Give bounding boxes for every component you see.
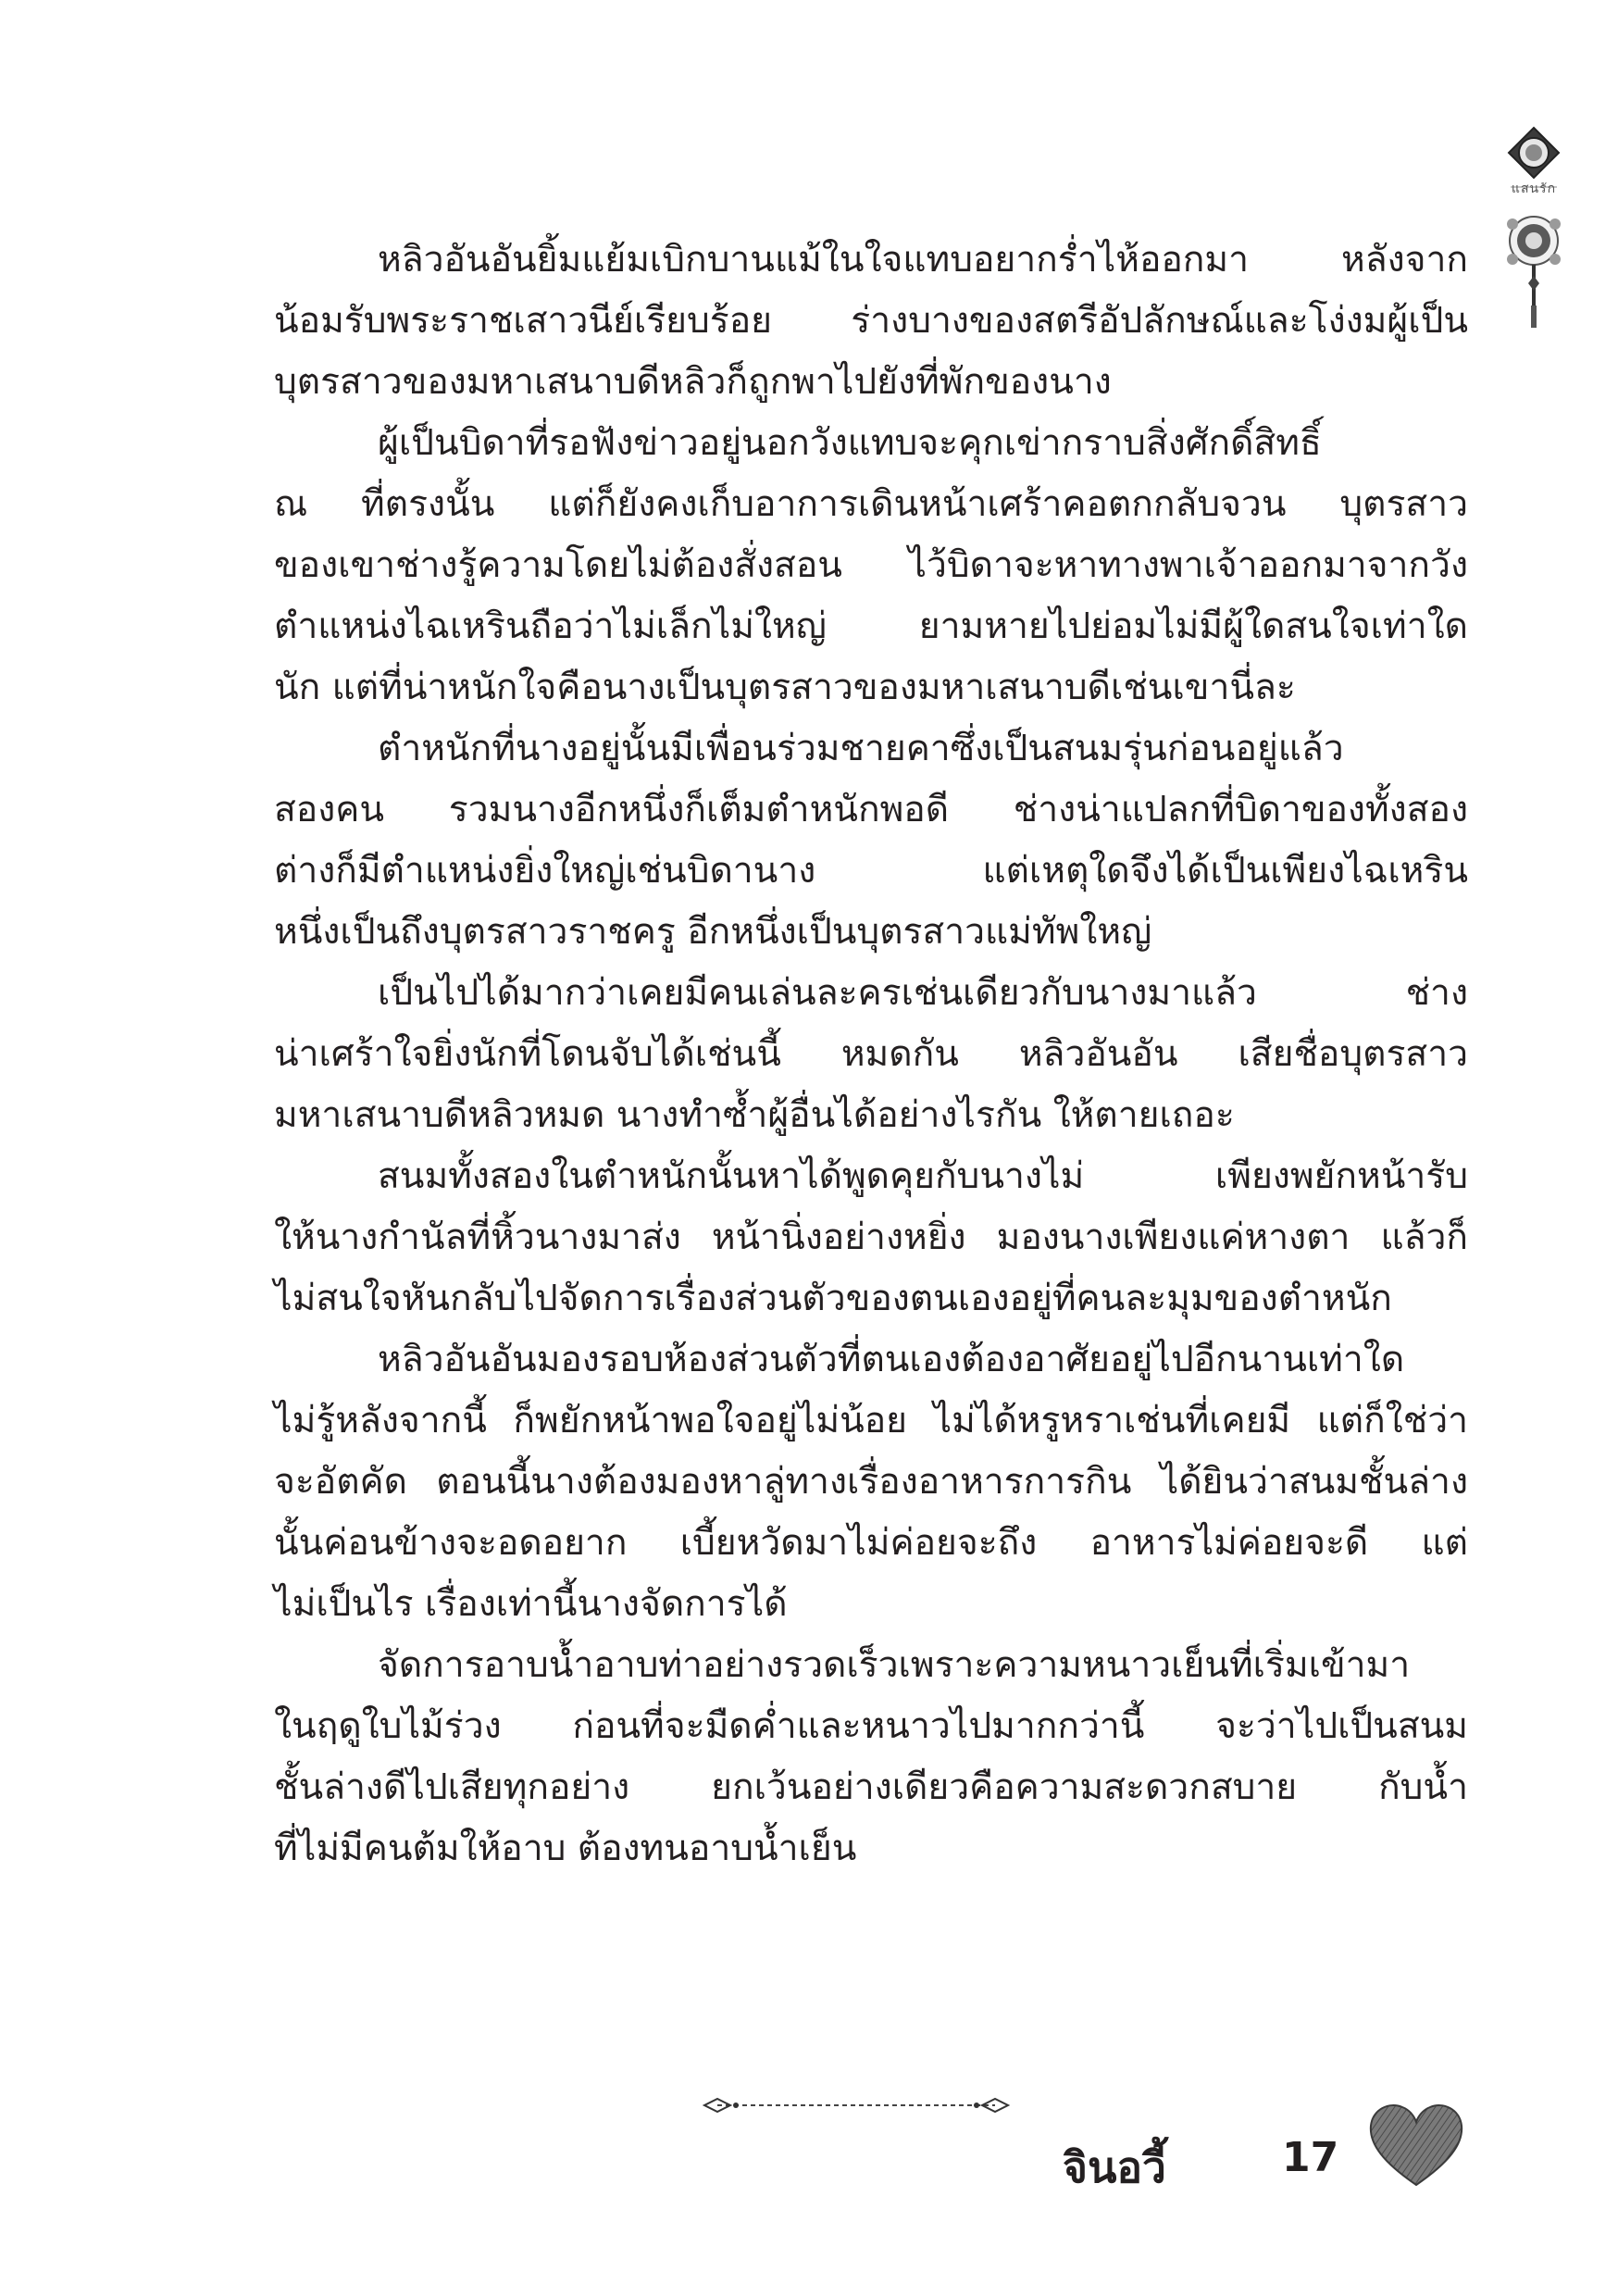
text-line: เป็นไปได้มากว่าเคยมีคนเล่นละครเช่นเดียวกับนางมาแล้ว ช่าง	[378, 972, 1468, 1014]
logo-label: แสนรัก	[1511, 181, 1557, 196]
text-line: นัก แต่ที่น่าหนักใจคือนางเป็นบุตรสาวของมหาเสนาบดีเช่นเขานี่ละ	[274, 667, 1296, 708]
text-line: จัดการอาบน้ำอาบท่าอย่างรวดเร็วเพราะความหนาวเย็นที่เริ่มเข้ามา	[378, 1644, 1411, 1686]
page-body	[274, 230, 1468, 1879]
text-line: บุตรสาวของมหาเสนาบดีหลิวก็ถูกพาไปยังที่พักของนาง	[274, 361, 1112, 403]
book-title: จินอวี้	[1063, 2142, 1166, 2192]
text-line: ไม่เป็นไร เรื่องเท่านี้นางจัดการได้	[274, 1583, 788, 1625]
text-line: ในฤดูใบไม้ร่วง ก่อนที่จะมืดค่ำและหนาวไปมากกว่านี้ จะว่าไปเป็นสนม	[274, 1705, 1468, 1747]
section-divider-icon	[699, 2094, 1014, 2116]
text-line: ของเขาช่างรู้ความโดยไม่ต้องสั่งสอน ไว้บิดาจะหาทางพาเจ้าออกมาจากวัง	[274, 544, 1468, 586]
text-line: มหาเสนาบดีหลิวหมด นางทำซ้ำผู้อื่นได้อย่างไรกัน ให้ตายเถอะ	[274, 1094, 1235, 1136]
text-line: ตำหนักที่นางอยู่นั้นมีเพื่อนร่วมชายคาซึ่งเป็นสนมรุ่นก่อนอยู่แล้ว	[378, 728, 1344, 769]
text-line: น่าเศร้าใจยิ่งนักที่โดนจับได้เช่นนี้ หมดกัน หลิวอันอัน เสียชื่อบุตรสาว	[274, 1033, 1468, 1075]
text-line: ให้นางกำนัลที่หิ้วนางมาส่ง หน้านิ่งอย่างหยิ่ง มองนางเพียงแค่หางตา แล้วก็	[274, 1217, 1468, 1258]
text-line: หลิวอันอันมองรอบห้องส่วนตัวที่ตนเองต้องอาศัยอยู่ไปอีกนานเท่าใด	[378, 1339, 1405, 1380]
paragraph	[274, 230, 1468, 413]
heart-icon	[1365, 2100, 1467, 2192]
text-line: ตำแหน่งไฉเหรินถือว่าไม่เล็กไม่ใหญ่ ยามหายไปย่อมไม่มีผู้ใดสนใจเท่าใด	[274, 605, 1468, 647]
text-line: ต่างก็มีตำแหน่งยิ่งใหญ่เช่นบิดานาง แต่เหตุใดจึงได้เป็นเพียงไฉเหริน	[274, 850, 1468, 892]
page-number: 17	[1282, 2134, 1339, 2181]
text-line: ณ ที่ตรงนั้น แต่ก็ยังคงเก็บอาการเดินหน้าเศร้าคอตกกลับจวน บุตรสาว	[274, 483, 1468, 525]
text-line: หลิวอันอันยิ้มแย้มเบิกบานแม้ในใจแทบอยากร่ำไห้ออกมา หลังจาก	[378, 239, 1468, 281]
text-line: ชั้นล่างดีไปเสียทุกอย่าง ยกเว้นอย่างเดียวคือความสะดวกสบาย กับน้ำ	[274, 1766, 1468, 1808]
text-line: ผู้เป็นบิดาที่รอฟังข่าวอยู่นอกวังแทบจะคุกเข่ากราบสิ่งศักดิ์สิทธิ์	[378, 422, 1322, 464]
text-line: สนมทั้งสองในตำหนักนั้นหาได้พูดคุยกับนางไม่ เพียงพยักหน้ารับ	[378, 1155, 1468, 1197]
paragraph	[274, 413, 1468, 718]
text-line: ที่ไม่มีคนต้มให้อาบ ต้องทนอาบน้ำเย็น	[274, 1828, 857, 1869]
text-line: สองคน รวมนางอีกหนึ่งก็เต็มตำหนักพอดี ช่างน่าแปลกที่บิดาของทั้งสอง	[274, 789, 1468, 830]
paragraph	[274, 718, 1468, 963]
paragraph	[274, 1635, 1468, 1879]
text-line: น้อมรับพระราชเสาวนีย์เรียบร้อย ร่างบางของสตรีอัปลักษณ์และโง่งมผู้เป็น	[274, 300, 1468, 342]
paragraph	[274, 963, 1468, 1146]
text-line: จะอัตคัด ตอนนี้นางต้องมองหาลู่ทางเรื่องอาหารการกิน ได้ยินว่าสนมชั้นล่าง	[274, 1461, 1468, 1503]
text-line: นั้นค่อนข้างจะอดอยาก เบี้ยหวัดมาไม่ค่อยจะถึง อาหารไม่ค่อยจะดี แต่	[274, 1522, 1468, 1564]
decorative-ornament-icon	[1501, 120, 1566, 361]
paragraph	[274, 1146, 1468, 1329]
text-line: ไม่รู้หลังจากนี้ ก็พยักหน้าพอใจอยู่ไม่น้อย ไม่ได้หรูหราเช่นที่เคยมี แต่ก็ใช่ว่า	[274, 1400, 1468, 1441]
text-line: ไม่สนใจหันกลับไปจัดการเรื่องส่วนตัวของตนเองอยู่ที่คนละมุมของตำหนัก	[274, 1278, 1392, 1319]
text-line: หนึ่งเป็นถึงบุตรสาวราชครู อีกหนึ่งเป็นบุตรสาวแม่ทัพใหญ่	[274, 911, 1152, 953]
paragraph	[274, 1329, 1468, 1635]
